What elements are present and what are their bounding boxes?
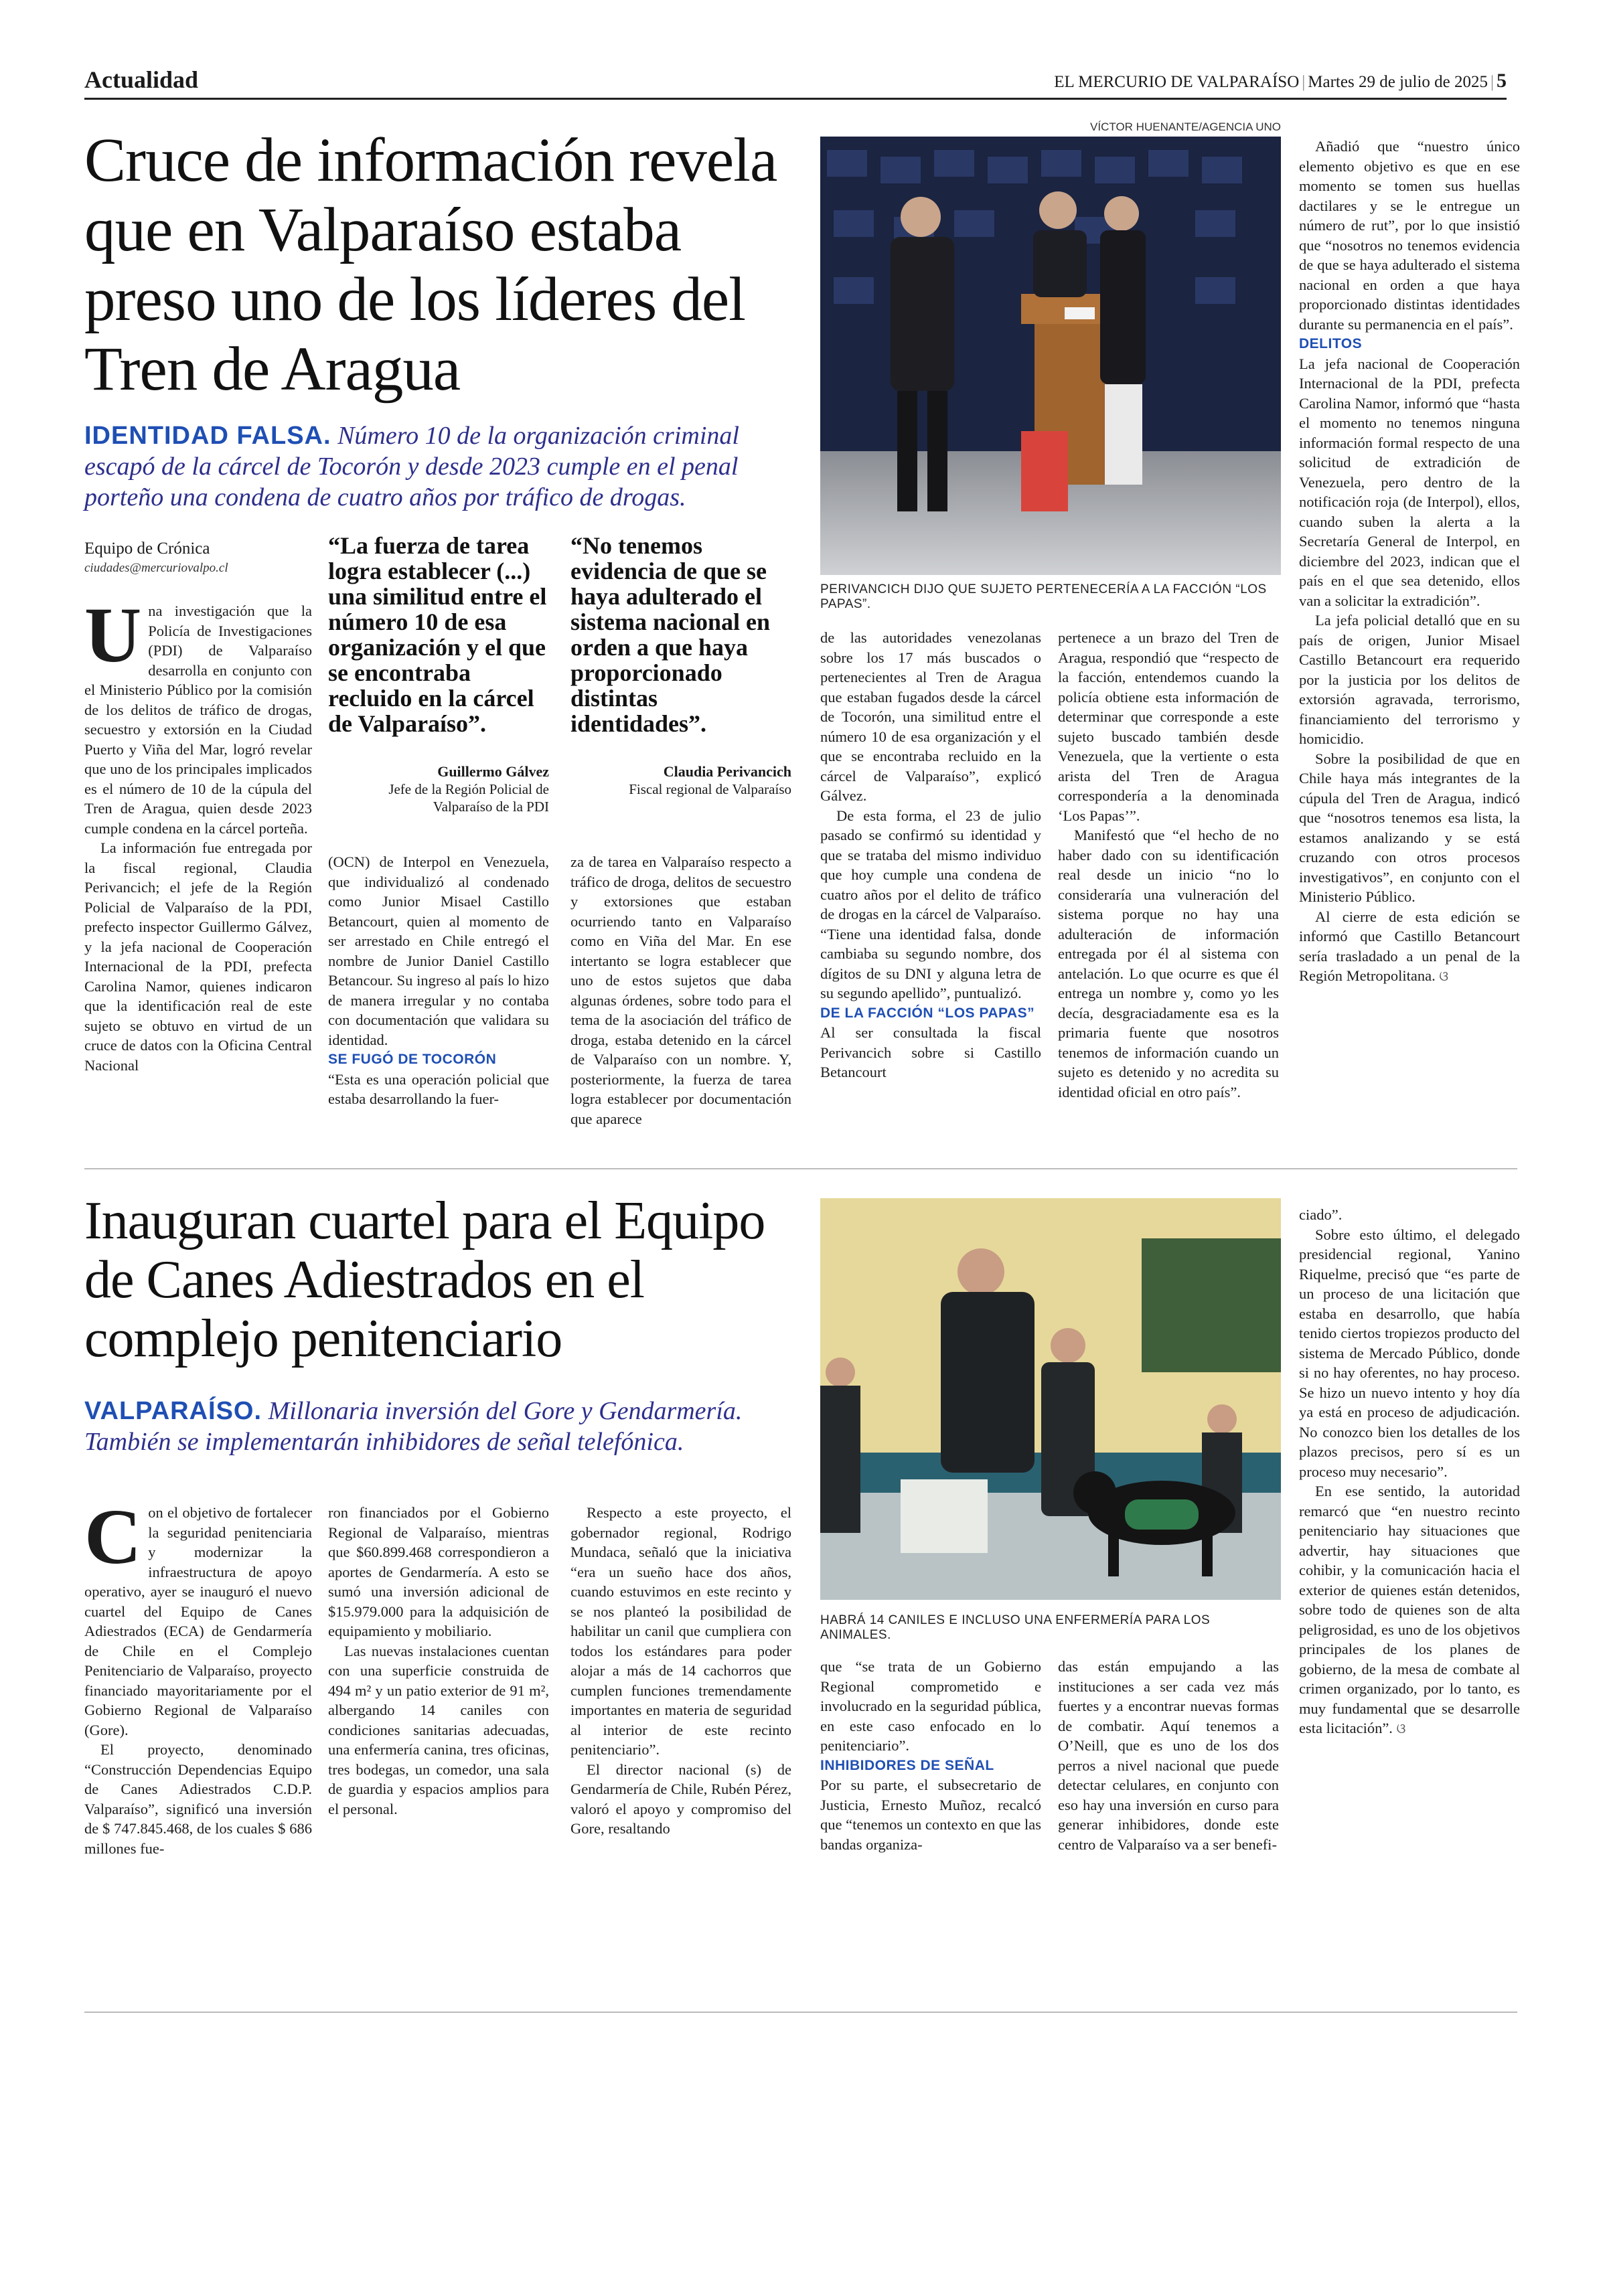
paragraph: pertenece a un brazo del Tren de Aragua, respondió que “respecto de la facción, entendemos cuando la policía obtiene esta información de determinar que corresponde a este sujeto buscado también desde Venezuela, que la vertiente o esta arista del Tren de Aragua correspondería a la denominada ‘Los Papas’”. <box>1058 629 1279 824</box>
paragraph: on el objetivo de fortalecer la seguridad penitenciaria y modernizar la infraestructura de apoyo operativo, ayer se inauguró el nuevo cuartel del Equipo de Canes Adiestrados (ECA) de Gendarmería de Chile en el Complejo Penitenciario de Valparaíso, proyecto financiado mayoritariamente por el Gobierno Regional de Valparaíso (Gore). <box>84 1504 312 1738</box>
article2-column-4 <box>820 1657 1041 1854</box>
paragraph: de las autoridades venezolanas sobre los 17 más buscados o pertenecientes al Tren de Aragua que estaban fugados desde la cárcel de Tocorón, una similitud entre el número 10 de esa organización y el que se encontraba recluido en la cárcel de Valparaíso”, explicó Gálvez. <box>820 629 1041 804</box>
quote-source-name: Claudia Perivancich <box>663 763 791 780</box>
paragraph-text: En ese sentido, la autoridad remarcó que “en nuestro recinto penitenciario hay situaciones que advertir, hay situaciones que cohibir, y la comunicación hacia el exterior de quienes están detenidos, sobre todo de quienes son de alta peligrosidad, es uno de los objetivos principales de los planes de gobierno, de la mesa de combate al crimen organizado, por lo tanto, es muy fundamental que se desarrolle esta licitación”. <box>1299 1483 1520 1736</box>
paragraph: za de tarea en Valparaíso respecto a tráfico de droga, delitos de secuestro y extorsiones que estaban ocurriendo tanto en Valparaíso como en Viña del Mar. En ese intertanto se logra establecer que uno de estos sujetos que daba algunas órdenes, sobre todo para el tema de la asociación del tráfico de droga, estaba detenido en la cárcel de Valparaíso con un nombre. Y, posteriormente, la fuerza de tarea logra establecer por documentación que aparece <box>570 853 791 1127</box>
paragraph: Por su parte, el subsecretario de Justicia, Ernesto Muñoz, recalcó que “tenemos un contexto en que las bandas organiza- <box>820 1777 1041 1853</box>
pull-quote-galvez <box>328 533 549 815</box>
paragraph: Sobre esto último, el delegado presidencial regional, Yanino Riquelme, precisó que “es parte de un proceso de una licitación que estaba en desarrollo, que había tenido ciertos tropiezos producto del sistema de Mercado Público, donde si no hay oferentes, no hay proceso. Se hizo un nuevo intento y hoy día ya está en proceso de adjudicación. No conozco bien los detalles de los plazos precisos, pero sí es un proceso muy necesario”. <box>1299 1226 1520 1480</box>
subhead: INHIBIDORES DE SEÑAL <box>820 1757 994 1773</box>
article2-column-2 <box>328 1503 549 1819</box>
section-name: Actualidad <box>84 66 199 93</box>
byline <box>84 540 285 576</box>
article1-column-6 <box>1299 137 1520 987</box>
canine-unit-illustration <box>820 1198 1281 1600</box>
article2-column-1 <box>84 1493 312 1858</box>
paragraph: El proyecto, denominado “Construcción Dependencias Equipo de Canes Adiestrados C.D.P. Valparaíso”, significó una inversión de $ 747.845.468, de los cuales $ 686 millones fue- <box>84 1741 312 1857</box>
paragraph: Manifestó que “el hecho de no haber dado con su identificación real desde un inicio “no lo consideraría una vulneración del sistema porque no hay una adulteración de información entregada por él al sistema con antelación. Lo que ocurre es que él entrega un nombre y, como yo les decía, desgraciadamente esa es la primaria fuente que nosotros tenemos de información cuando un sujeto es detenido y no acredita su identidad oficial en otro país”. <box>1058 827 1279 1100</box>
paragraph: que “se trata de un Gobierno Regional comprometido e involucrado en la seguridad pública, en este caso enfocado en lo penitenciario”. <box>820 1658 1041 1754</box>
article2-kicker: VALPARAÍSO. <box>84 1397 262 1425</box>
press-conference-illustration <box>820 137 1281 575</box>
paragraph: (OCN) de Interpol en Venezuela, que individualizó al condenado como Junior Misael Castillo Betancourt, quien al momento de ser arrestado en Chile entregó el nombre de Junior Daniel Castillo Betancour. Su ingreso al país lo hizo de manera irregular y no contaba con documentación que validara su identidad. <box>328 853 549 1048</box>
article2-deck-text: Millonaria inversión del Gore y Gendarmería. También se implementarán inhibidores de señal telefónica. <box>84 1397 743 1456</box>
paragraph-text: Al cierre de esta edición se informó que Castillo Betancourt sería trasladado a un penal de la Región Metropolitana. <box>1299 908 1520 984</box>
paragraph: ciado”. <box>1299 1206 1343 1223</box>
paragraph: Respecto a este proyecto, el gobernador regional, Rodrigo Mundaca, señaló que la iniciativa “era un sueño hace dos años, cuando estuvimos en este recinto y se nos planteó la posibilidad de habilitar un canil que cumpliera con todos los estándares para poder alojar a más de 14 cachorros que cumplen funciones tremendamente importantes en materia de seguridad al interior de este recinto penitenciario”. <box>570 1504 791 1758</box>
dropcap: C <box>84 1493 142 1580</box>
subhead: DE LA FACCIÓN “LOS PAPAS” <box>820 1005 1035 1021</box>
paragraph: das están empujando a las instituciones a ser cada vez más fuertes y a encontrar nuevas formas de combatir. Aquí tenemos a O’Neill, que es uno de los dos perros a nivel nacional que puede detectar celulares, en conjunto con eso hay una inversión en curso para generar inhibidores, donde este centro de Valparaíso va a ser benefi- <box>1058 1658 1279 1853</box>
quote-source-name: Guillermo Gálvez <box>437 763 549 780</box>
paragraph: na investigación que la Policía de Investigaciones (PDI) de Valparaíso desarrolla en conjunto con el Ministerio Público por la comisión de los delitos de tráfico de drogas, secuestro y extorsión en la Ciudad Puerto y Viña del Mar, logró revelar que uno de los principales implicados es el número de 10 de la cúpula del Tren de Aragua, quien desde 2023 cumple condena en la cárcel porteña. <box>84 602 312 837</box>
end-mark-icon: ଓ <box>1396 1720 1406 1736</box>
masthead: EL MERCURIO DE VALPARAÍSO | Martes 29 de julio de 2025 | 5 <box>1054 70 1507 92</box>
pull-quote-source <box>328 763 549 815</box>
article1-column-5 <box>1058 628 1279 1102</box>
article-divider <box>84 1168 1517 1169</box>
byline-email: ciudades@mercuriovalpo.cl <box>84 561 228 575</box>
paragraph: Sobre la posibilidad de que en Chile haya más integrantes de la cúpula del Tren de Aragua, indicó que “nosotros tenemos esa lista, la estamos analizando y se está cruzando con otros procesos investigativos”, en conjunto con el Ministerio Público. <box>1299 750 1520 905</box>
article1-kicker: IDENTIDAD FALSA. <box>84 422 331 450</box>
paper-name: EL MERCURIO DE VALPARAÍSO <box>1054 73 1300 91</box>
paragraph: El director nacional (s) de Gendarmería de Chile, Rubén Pérez, valoró el apoyo y compromiso del Gore, resaltando <box>570 1760 791 1837</box>
end-mark-icon: ଓ <box>1439 968 1449 984</box>
article1-headline: Cruce de información revela que en Valparaíso estaba preso uno de los líderes del Tren de Aragua <box>84 126 777 404</box>
article2-headline: Inauguran cuartel para el Equipo de Canes Adiestrados en el complejo penitenciario <box>84 1192 765 1368</box>
quote-source-role: Jefe de la Región Policial de Valparaíso de la PDI <box>388 781 549 815</box>
subhead: SE FUGÓ DE TOCORÓN <box>328 1052 497 1067</box>
paragraph <box>1299 907 1520 987</box>
article2-column-6 <box>1299 1205 1520 1739</box>
issue-date: Martes 29 de julio de 2025 <box>1308 73 1488 91</box>
pull-quote-text: “No tenemos evidencia de que se haya adulterado el sistema nacional en orden a que haya proporcionado distintas identidades”. <box>570 532 771 737</box>
paragraph: Añadió que “nuestro único elemento objetivo es que en ese momento se tomen sus huellas dactilares y se le entregue un número de rut”, por lo que insistió que “nosotros no tenemos evidencia de que se haya adulterado el sistema nacional en orden a que haya proporcionado distintas identidades durante su permanencia en el país”. <box>1299 138 1520 333</box>
byline-author: Equipo de Crónica <box>84 540 210 558</box>
quote-source-role: Fiscal regional de Valparaíso <box>629 781 791 797</box>
article1-deck-text: Número 10 de la organización criminal escapó de la cárcel de Tocorón y desde 2023 cumple en el penal porteño una condena de cuatro años por tráfico de drogas. <box>84 422 739 511</box>
article2-column-5 <box>1058 1657 1279 1854</box>
pull-quote-text: “La fuerza de tarea logra establecer (...) una similitud entre el número 10 de esa organización y el que se encontraba recluido en la cárcel de Valparaíso”. <box>328 532 547 737</box>
photo-credit: VÍCTOR HUENANTE/AGENCIA UNO <box>1090 120 1281 133</box>
paragraph: La jefa policial detalló que en su país de origen, Junior Misael Castillo Betancourt era requerido por la justicia por los delitos de extorsión agravada, terrorismo, financiamiento del terrorismo y homicidio. <box>1299 612 1520 747</box>
article1-column-3 <box>570 852 791 1129</box>
paragraph <box>1299 1481 1520 1739</box>
article1-deck <box>84 420 814 513</box>
photo-caption: PERIVANCICH DIJO QUE SUJETO PERTENECERÍA A LA FACCIÓN “LOS PAPAS”. <box>820 582 1267 611</box>
page-number: 5 <box>1497 70 1507 92</box>
subhead: DELITOS <box>1299 336 1363 351</box>
pdi-press-conference-photo <box>820 137 1281 575</box>
paragraph: La jefa nacional de Cooperación Internacional de la PDI, prefecta Carolina Namor, informó que “hasta el momento no tenemos ninguna información formal respecto de una solicitud de extradición de Venezuela, pero dentro de la notificación roja (de Interpol), ellos, cuando suben la alerta a la Secretaría General de Interpol, en diciembre del 2023, indican que el país en el que sea detenido, ellos van a solicitar la extradición”. <box>1299 355 1520 609</box>
paragraph: Al ser consultada la fiscal Perivancich sobre si Castillo Betancourt <box>820 1024 1041 1080</box>
article1-column-4 <box>820 628 1041 1082</box>
paragraph: De esta forma, el 23 de julio pasado se confirmó su identidad y que se trataba del mismo individuo que hoy cumple una condena de cuatro años por el delito de tráfico de drogas en la cárcel de Valparaíso. “Tiene una identidad falsa, donde cambiaba su segundo nombre, dos dígitos de su DNI y alguna letra de su segundo apellido”, puntualizó. <box>820 807 1041 1001</box>
pull-quote-source <box>570 763 791 798</box>
paragraph: “Esta es una operación policial que estaba desarrollando la fuer- <box>328 1070 549 1107</box>
article1-column-2 <box>328 852 549 1109</box>
dropcap: U <box>84 591 142 679</box>
page-bottom-rule <box>84 2012 1517 2013</box>
paragraph: Las nuevas instalaciones cuentan con una superficie construida de 494 m² y un patio exterior de 91 m², albergando 14 caniles con condiciones sanitarias adecuadas, una enfermería canina, tres oficinas, tres bodegas, un comedor, una sala de guardia y espacios amplios para el personal. <box>328 1642 549 1817</box>
photo-caption: HABRÁ 14 CANILES E INCLUSO UNA ENFERMERÍA PARA LOS ANIMALES. <box>820 1613 1211 1642</box>
article2-deck <box>84 1396 814 1457</box>
paragraph: La información fue entregada por la fiscal regional, Claudia Perivancich; el jefe de la Región Policial de Valparaíso de la PDI, prefecto inspector Guillermo Gálvez, y la jefa nacional de Cooperación Internacional de la PDI, prefecta Carolina Namor, quienes indicaron que la identificación real de este sujeto se obtuvo en virtud de un cruce de datos con la Oficina Central Nacional <box>84 839 312 1074</box>
article2-column-3 <box>570 1503 791 1839</box>
header-rule <box>84 98 1507 100</box>
paragraph: ron financiados por el Gobierno Regional de Valparaíso, mientras que $60.899.468 correspondieron a aportes de Gendarmería. A esto se sumó una inversión adicional de $15.979.000 para la adquisición de equipamiento y mobiliario. <box>328 1504 549 1639</box>
article1-column-1 <box>84 591 312 1075</box>
pull-quote-perivancich <box>570 533 791 798</box>
canine-unit-photo <box>820 1198 1281 1600</box>
